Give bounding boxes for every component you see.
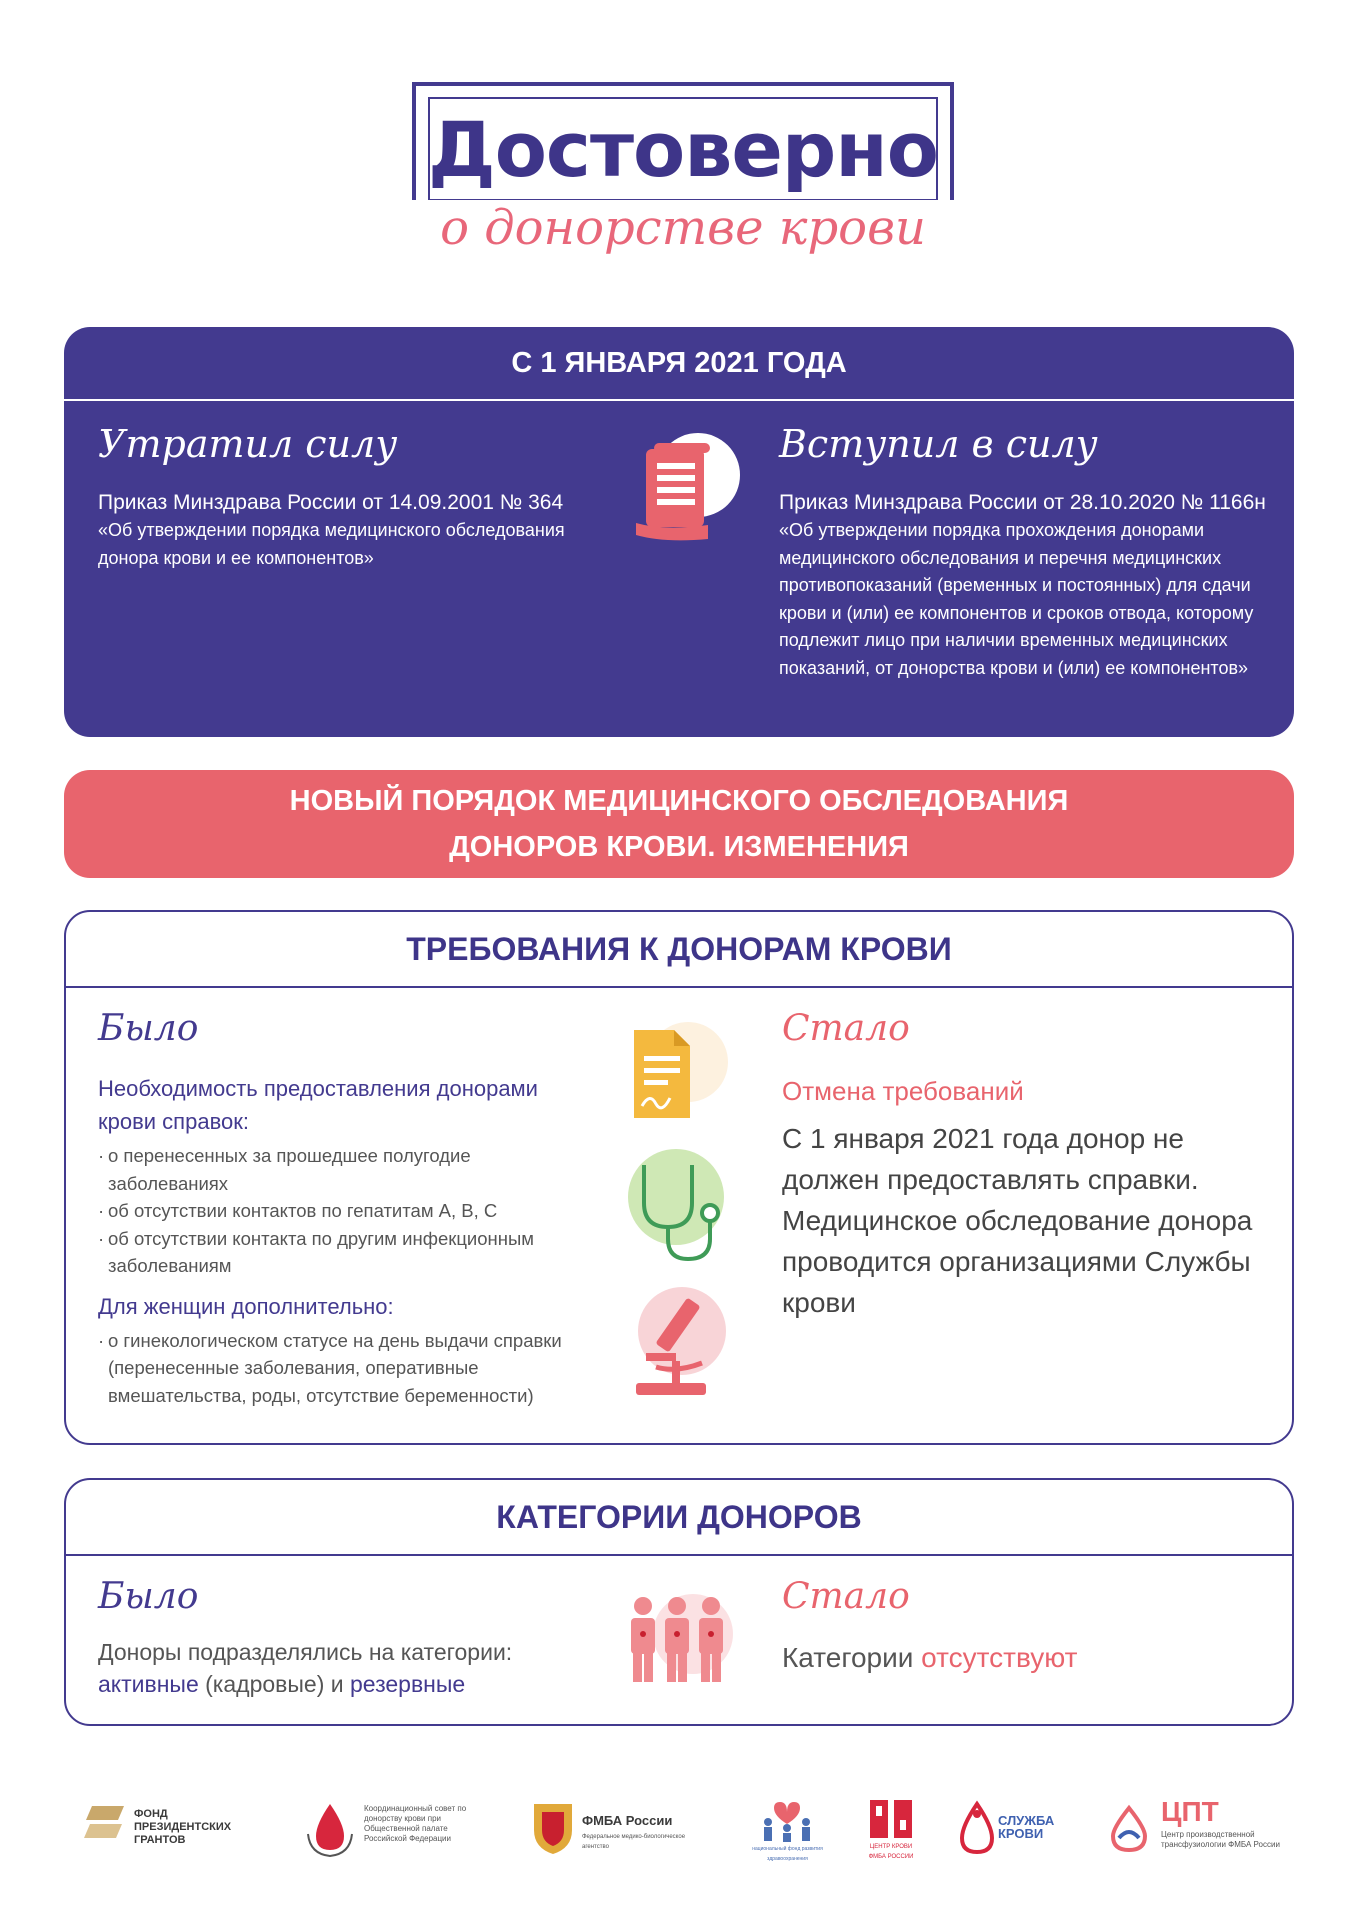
logo-presidential-grants-text: ФОНД ПРЕЗИДЕНТСКИХ ГРАНТОВ (134, 1808, 232, 1846)
requirements-before-heading: Было (98, 1008, 199, 1049)
logo-national-fund (750, 1798, 825, 1864)
requirements-title: ТРЕБОВАНИЯ К ДОНОРАМ КРОВИ (406, 930, 952, 967)
logo-cpt-text: ЦПТ (1161, 1796, 1219, 1827)
requirements-after-subheading: Отмена требований (782, 1076, 1024, 1106)
document-scroll-icon (624, 427, 754, 557)
changes-banner (64, 770, 1294, 878)
categories-before-line: Доноры подразделялись на категории: (98, 1639, 513, 1665)
header-inner-frame (428, 97, 938, 201)
logo-blood-center (866, 1798, 916, 1864)
logo-blood-service-text: СЛУЖБА КРОВИ (998, 1813, 1055, 1841)
entered-order: Приказ Минздрава России от 28.10.2020 № 1166н (779, 491, 1266, 514)
women-lead: Для женщин дополнительно: (98, 1293, 394, 1319)
logo-coordination-council (304, 1800, 484, 1864)
entered-description: «Об утверждении порядка прохождения донорами медицинского обследования и перечня медицинских противопоказаний (временных и постоянных) для сдачи крови и (или) ее компонентов и сроков отвода, которому подлежит лицо при наличии временных медицинских показаний, от донорства крови и (или) ее компонентов» (779, 520, 1254, 678)
law-change-section (64, 327, 1294, 737)
entered-force-heading: Вступил в силу (779, 422, 1098, 466)
reserve-category: резервные (350, 1671, 466, 1697)
requirements-after-text: С 1 января 2021 года донор не должен предоставлять справки. Медицинское обследование донора проводится организациями Службы крови (782, 1123, 1253, 1318)
categories-after-heading: Стало (782, 1576, 910, 1617)
blood-service-icon (960, 1800, 994, 1856)
active-category-note: (кадровые) и (205, 1671, 344, 1697)
requirements-before-block (98, 1072, 588, 1409)
page-title: Достоверно (428, 104, 938, 194)
categories-after-highlight: отсутствуют (921, 1642, 1078, 1673)
blood-center-icon (868, 1798, 914, 1840)
cpt-icon (1105, 1804, 1153, 1854)
logo-blood-service (960, 1800, 1075, 1860)
law-change-title: С 1 ЯНВАРЯ 2021 ГОДА (511, 346, 847, 379)
microscope-icon (616, 1287, 736, 1407)
categories-panel (64, 1478, 1294, 1726)
requirements-panel (64, 910, 1294, 1445)
logo-coordination-council-text: Координационный совет по донорству крови при Общественной палате Российской Федерации (364, 1804, 467, 1843)
list-item: · о перенесенных за прошедшее полугодие заболеваниях (98, 1145, 471, 1194)
categories-before-text (98, 1636, 578, 1700)
active-category: активные (98, 1671, 199, 1697)
entered-force-text (779, 489, 1279, 682)
list-item: · об отсутствии контактов по гепатитам А, В, С (98, 1200, 498, 1221)
logo-blood-center-text: ЦЕНТР КРОВИ ФМБА РОССИИ (868, 1844, 914, 1860)
categories-header (66, 1480, 1292, 1556)
certificate-icon (616, 1022, 736, 1132)
lost-force-heading: Утратил силу (98, 422, 398, 466)
law-change-header (64, 327, 1294, 401)
logo-cpt-subtext: Центр производственной трансфузиологии ФМБА России (1161, 1830, 1280, 1849)
lost-order: Приказ Минздрава России от 14.09.2001 № 364 (98, 491, 564, 514)
page-subtitle: о донорстве крови (412, 200, 954, 256)
coat-of-arms-icon (530, 1800, 576, 1856)
list-item: · об отсутствии контакта по другим инфекционным заболеваниям (98, 1227, 534, 1276)
logo-fmba-text: ФМБА России (582, 1813, 673, 1828)
requirements-before-list (98, 1142, 588, 1280)
requirements-after-heading: Стало (782, 1008, 910, 1049)
lost-force-text (98, 489, 608, 572)
list-item: · о гинекологическом статусе на день выдачи справки (перенесенные заболевания, оперативные вмешательства, роды, отсутствие беременности) (98, 1329, 562, 1406)
stethoscope-icon (616, 1147, 736, 1267)
categories-after-text (782, 1642, 1077, 1674)
donors-group-icon (621, 1590, 741, 1690)
categories-title: КАТЕГОРИИ ДОНОРОВ (496, 1498, 862, 1535)
logo-national-fund-text: национальный фонд развития здравоохранения (752, 1846, 823, 1862)
logo-fmba-subtext: Федеральное медико-биологическое агентство (582, 1834, 686, 1850)
logo-cpt (1105, 1796, 1295, 1862)
requirements-before-lead: Необходимость предоставления донорами крови справок: (98, 1076, 538, 1134)
categories-before-heading: Было (98, 1576, 199, 1617)
requirements-header (66, 912, 1292, 988)
logo-presidential-grants (84, 1798, 264, 1858)
women-list (98, 1327, 588, 1410)
banner-line-1: НОВЫЙ ПОРЯДОК МЕДИЦИНСКОГО ОБСЛЕДОВАНИЯ (289, 785, 1069, 817)
categories-after-prefix: Категории (782, 1642, 914, 1673)
lost-description: «Об утверждении порядка медицинского обследования донора крови и ее компонентов» (98, 520, 565, 568)
blood-drop-hands-icon (304, 1800, 356, 1860)
logo-fmba (530, 1800, 705, 1860)
presidential-grants-logo-icon (84, 1804, 128, 1844)
banner-line-2: ДОНОРОВ КРОВИ. ИЗМЕНЕНИЯ (449, 831, 909, 863)
people-heart-icon (760, 1798, 814, 1842)
